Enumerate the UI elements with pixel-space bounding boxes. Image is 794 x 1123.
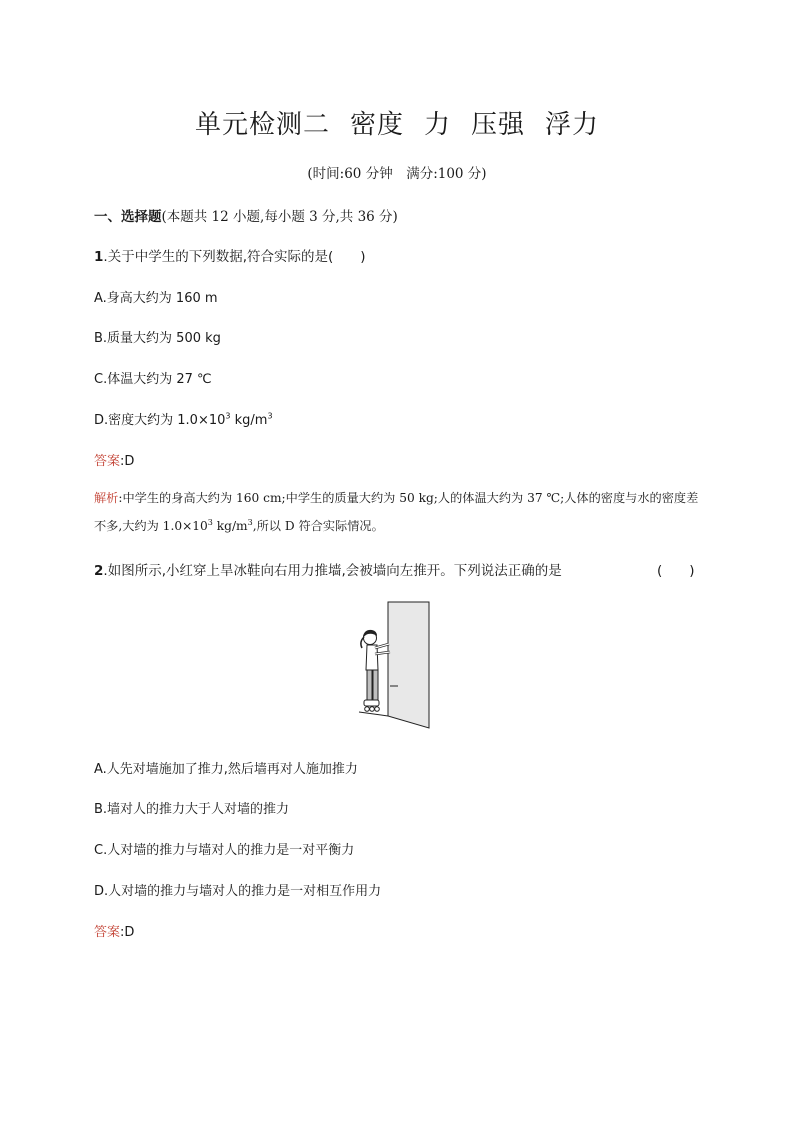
question-2-answer-blank: ( ): [657, 563, 695, 579]
explanation-exponent: 3: [207, 517, 213, 527]
answer-label: 答案: [94, 454, 121, 469]
option-d-unit-exponent: 3: [267, 411, 273, 421]
girl-right-leg: [373, 670, 378, 700]
explanation-label: 解析: [94, 491, 119, 505]
option-d-text: D.密度大约为 1.0×10: [94, 413, 226, 428]
page-title: [0, 104, 794, 141]
question-1-option-a: A.身高大约为 160 m: [94, 291, 218, 306]
explanation-unit-exponent: 3: [247, 517, 253, 527]
question-2-answer: [94, 921, 134, 940]
question-number: 1: [94, 249, 104, 265]
question-1-option-c: C.体温大约为 27 ℃: [94, 372, 212, 387]
answer-value: :D: [120, 454, 135, 469]
question-1-option-b: B.质量大约为 500 kg: [94, 331, 221, 346]
girl-left-leg: [367, 670, 372, 700]
section-title: 一、选择题: [94, 209, 162, 225]
explanation-conclusion: ,所以 D 符合实际情况。: [252, 519, 384, 533]
question-1-answer: [94, 450, 134, 469]
section-heading: [94, 205, 398, 225]
answer-label: 答案: [94, 925, 121, 940]
title-part-1: 单元检测二: [194, 110, 330, 140]
title-part-2: 密度: [349, 110, 404, 140]
question-2-option-c: C.人对墙的推力与墙对人的推力是一对平衡力: [94, 843, 355, 858]
question-text: .如图所示,小红穿上旱冰鞋向右用力推墙,会被墙向左推开。下列说法正确的是: [103, 563, 562, 579]
exam-info: (时间:60 分钟 满分:100 分): [307, 166, 487, 182]
title-part-5: 浮力: [545, 110, 600, 140]
roller-skates: [364, 700, 379, 706]
question-2-stem: [94, 559, 562, 579]
question-2-option-a: A.人先对墙施加了推力,然后墙再对人施加推力: [94, 762, 358, 777]
answer-value: :D: [120, 925, 135, 940]
option-d-exponent: 3: [225, 411, 231, 421]
title-part-4: 压强: [471, 110, 526, 140]
wall-illustration: [388, 602, 429, 728]
question-1-stem: [94, 245, 366, 265]
question-text: .关于中学生的下列数据,符合实际的是( ): [103, 249, 366, 265]
question-1-option-d: [94, 409, 273, 428]
question-2-option-b: B.墙对人的推力大于人对墙的推力: [94, 802, 290, 817]
skating-girl-figure: [356, 600, 436, 730]
section-note: (本题共 12 小题,每小题 3 分,共 36 分): [161, 209, 398, 225]
question-1-explanation: [94, 484, 704, 540]
question-number: 2: [94, 563, 104, 579]
explanation-unit: kg/m: [212, 519, 248, 533]
title-part-3: 力: [423, 110, 451, 140]
option-d-unit: kg/m: [230, 413, 268, 428]
explanation-text: :中学生的身高大约为 160 cm;中学生的质量大约为 50 kg;人的体温大约为 37 ℃;人体的密度与水的密度差不多,大约为 1.0×10: [94, 491, 699, 533]
question-2-option-d: D.人对墙的推力与墙对人的推力是一对相互作用力: [94, 884, 382, 899]
